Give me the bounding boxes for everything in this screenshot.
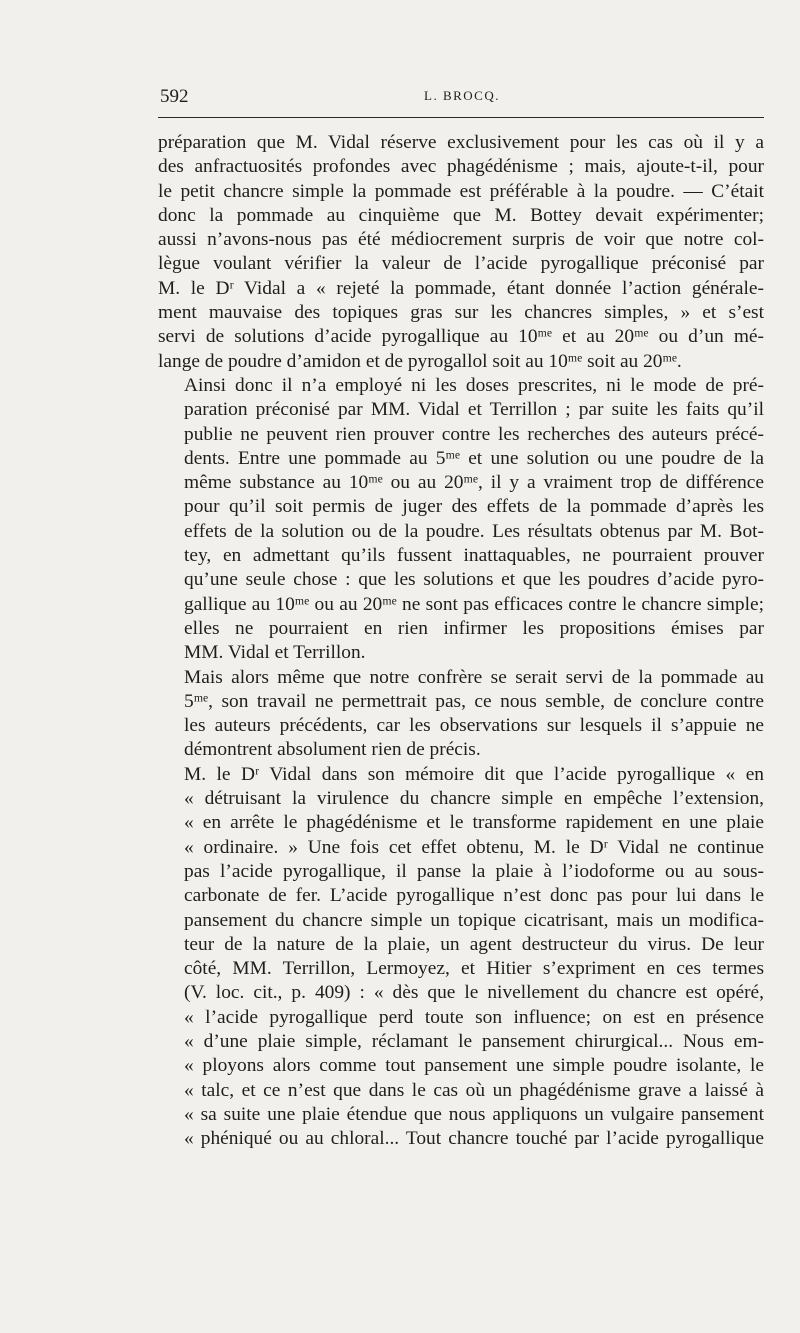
text-line: pour qu’il soit permis de juger des effets de la pommade d’après les bbox=[184, 496, 764, 518]
text-line: teur de la nature de la plaie, un agent destructeur du virus. De leur bbox=[184, 933, 764, 955]
text-line: lègue voulant vérifier la valeur de l’acide pyrogallique préconisé par bbox=[158, 253, 764, 275]
text-line: des anfractuosités profondes avec phagédénisme ; mais, ajoute-t-il, pour bbox=[158, 156, 764, 178]
text-line: donc la pommade au cinquième que M. Bottey devait expérimenter; bbox=[158, 204, 764, 226]
text-line: ment mauvaise des topiques gras sur les chancres simples, » et s’est bbox=[158, 302, 764, 324]
text-line: « d’une plaie simple, réclamant le pansement chirurgical... Nous em- bbox=[184, 1030, 764, 1052]
page-number: 592 bbox=[160, 86, 189, 107]
header-rule bbox=[158, 117, 764, 118]
text-line: « talc, et ce n’est que dans le cas où un phagédénisme grave a laissé à bbox=[184, 1079, 764, 1101]
text-line: « ordinaire. » Une fois cet effet obtenu, M. le Dʳ Vidal ne continue bbox=[184, 836, 764, 858]
text-line: aussi n’avons-nous pas été médiocrement surpris de voir que notre col- bbox=[158, 229, 764, 251]
text-line: M. le Dʳ Vidal a « rejeté la pommade, étant donnée l’action générale- bbox=[158, 277, 764, 299]
text-line: le petit chancre simple la pommade est préférable à la poudre. — C’était bbox=[158, 180, 764, 202]
text-line: les auteurs précédents, car les observations sur lesquels il s’appuie ne bbox=[184, 715, 764, 737]
text-line: (V. loc. cit., p. 409) : « dès que le nivellement du chancre est opéré, bbox=[184, 982, 764, 1004]
body-text bbox=[158, 131, 764, 1151]
text-line: gallique au 10ᵐᵉ ou au 20ᵐᵉ ne sont pas efficaces contre le chancre simple; bbox=[184, 593, 764, 615]
running-head: L. BROCQ. bbox=[424, 88, 500, 103]
text-line: préparation que M. Vidal réserve exclusivement pour les cas où il y a bbox=[158, 132, 764, 153]
text-line: « détruisant la virulence du chancre simple en empêche l’extension, bbox=[184, 788, 764, 810]
text-line: elles ne pourraient en rien infirmer les propositions émises par bbox=[184, 617, 764, 639]
text-line: carbonate de fer. L’acide pyrogallique n’est donc pas pour lui dans le bbox=[184, 885, 764, 907]
text-line: « l’acide pyrogallique perd toute son influence; on est en présence bbox=[184, 1006, 764, 1028]
page-header bbox=[160, 86, 764, 108]
text-line: paration préconisé par MM. Vidal et Terrillon ; par suite les faits qu’il bbox=[184, 399, 764, 421]
text-line: MM. Vidal et Terrillon. bbox=[184, 642, 366, 664]
text-line: « en arrête le phagédénisme et le transforme rapidement en une plaie bbox=[184, 812, 764, 834]
text-line: M. le Dʳ Vidal dans son mémoire dit que l’acide pyrogallique « en bbox=[184, 763, 764, 785]
text-line: servi de solutions d’acide pyrogallique au 10ᵐᵉ et au 20ᵐᵉ ou d’un mé- bbox=[158, 326, 764, 348]
text-line: 5ᵐᵉ, son travail ne permettrait pas, ce nous semble, de conclure contre bbox=[184, 690, 764, 712]
text-line: « phéniqué ou au chloral... Tout chancre touché par l’acide pyrogallique bbox=[184, 1128, 764, 1150]
text-line: Mais alors même que notre confrère se serait servi de la pommade au bbox=[184, 666, 764, 688]
text-line: côté, MM. Terrillon, Lermoyez, et Hitier s’expriment en ces termes bbox=[184, 958, 764, 980]
text-line: Ainsi donc il n’a employé ni les doses prescrites, ni le mode de pré- bbox=[184, 374, 764, 396]
paragraph-2 bbox=[158, 374, 764, 666]
paragraph-3 bbox=[158, 666, 764, 763]
text-line: « ployons alors comme tout pansement une simple poudre isolante, le bbox=[184, 1055, 764, 1077]
text-line: tey, en admettant qu’ils fussent inattaquables, ne pourraient prouver bbox=[184, 545, 764, 567]
text-line: pas l’acide pyrogallique, il panse la plaie à l’iodoforme ou au sous- bbox=[184, 860, 764, 882]
text-line: « sa suite une plaie étendue que nous appliquons un vulgaire pansement bbox=[184, 1103, 764, 1125]
paragraph-4 bbox=[158, 763, 764, 1152]
text-line: pansement du chancre simple un topique cicatrisant, mais un modifica- bbox=[184, 909, 764, 931]
text-line: démontrent absolument rien de précis. bbox=[184, 739, 481, 761]
text-line: qu’une seule chose : que les solutions et que les poudres d’acide pyro- bbox=[184, 569, 764, 591]
text-line: dents. Entre une pommade au 5ᵐᵉ et une solution ou une poudre de la bbox=[184, 447, 764, 469]
text-line: lange de poudre d’amidon et de pyrogallol soit au 10ᵐᵉ soit au 20ᵐᵉ. bbox=[158, 350, 682, 372]
text-line: publie ne peuvent rien prouver contre les recherches des auteurs précé- bbox=[184, 423, 764, 445]
text-line: effets de la solution ou de la poudre. Les résultats obtenus par M. Bot- bbox=[184, 520, 764, 542]
text-line: même substance au 10ᵐᵉ ou au 20ᵐᵉ, il y a vraiment trop de différence bbox=[184, 472, 764, 494]
paragraph-1 bbox=[158, 131, 764, 374]
